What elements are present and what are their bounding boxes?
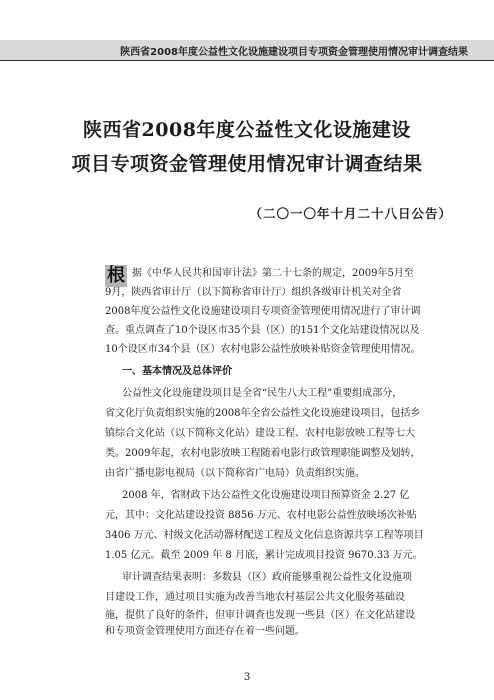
body-line: 10个设区市34个县（区）农村电影公益性放映补贴资金管理使用情况。 (105, 344, 421, 355)
drop-cap: 根 (107, 265, 125, 286)
body-line: 2008年度公益性文化设施建设项目专项资金管理使用情况进行了审计调 (105, 306, 421, 317)
body-line: 和专项资金管理使用方面还存在着一些问题。 (105, 626, 305, 637)
body-line: 3406 万元、村级文化活动器材配送工程及文化信息资源共享工程等项目 (105, 530, 424, 541)
body-line: 查。重点调查了10个设区市35个县（区）的151个文化站建设情况以及 (105, 325, 420, 336)
section-heading: 一、基本情况及总体评价 (122, 366, 232, 377)
document-title-line-2: 项目专项资金管理使用情况审计调查结果 (71, 153, 423, 175)
body-line: 2008 年，省财政下达公益性文化设施建设项目预算资金 2.27 亿 (122, 490, 410, 501)
body-line: 目建设工作，通过项目实施为改善当地农村基层公共文化服务基础设 (105, 592, 405, 603)
body-line: 1.05 亿元。截至 2009 年 8 月底，累计完成项目投资 9670.33 万元。 (105, 550, 423, 561)
body-line: 施，提供了良好的条件，但审计调查也发现一些县（区）在文化站建设 (105, 610, 415, 621)
body-line: 元，其中：文化站建设投资 8856 万元、农村电影公益性放映场次补贴 (105, 510, 417, 521)
body-line: 镇综合文化站（以下简称文化站）建设工程、农村电影放映工程等七大 (105, 428, 415, 439)
body-line: 9月，陕西省审计厅（以下简称省审计厅）组织各级审计机关对全省 (105, 287, 402, 298)
body-line: 据《中华人民共和国审计法》第二十七条的规定，2009年5月至 (132, 268, 414, 279)
body-line: 由省广播电影电视局（以下简称省广电局）负责组织实施。 (105, 468, 365, 479)
body-line: 类。2009年起，农村电影放映工程随着电影行政管理职能调整及划转， (105, 448, 421, 459)
body-line: 公益性文化设施建设项目是全省“民生八大工程”重要组成部分， (122, 388, 403, 399)
document-title-line-1: 陕西省2008年度公益性文化设施建设 (83, 119, 411, 141)
header-divider (0, 60, 494, 61)
body-line: 审计调查结果表明：多数县（区）政府能够重视公益性文化设施项 (122, 572, 412, 583)
running-header-title: 陕西省2008年度公益性文化设施建设项目专项资金管理使用情况审计调查结果 (120, 47, 468, 58)
body-line: 省文化厅负责组织实施的2008年全省公益性文化设施建设项目，包括乡 (105, 408, 421, 419)
page-number: 3 (243, 672, 251, 683)
announcement-date: （二〇一〇年十月二十八日公告） (249, 206, 452, 221)
